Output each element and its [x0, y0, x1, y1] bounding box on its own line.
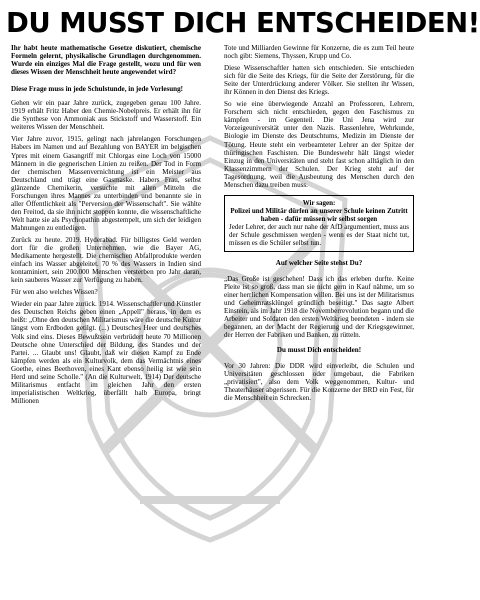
question-line: Für wen also welches Wissen? [11, 288, 98, 297]
right-column [224, 44, 414, 407]
body-paragraph: Vier Jahre zuvor, 1915, gelingt nach jahrelangen Forschungen Habers im Namen und auf Bezahlung von BAYER im belgischen Ypres mit einem Gasangriff mit Chlorgas eine Loch von 15000 Männern in die gegnerischen Linien zu reißen. Der Tod in Form der chemischen Massenvernichtung ist ein Meister aus Deutschland und trägt eine Gasmaske. Habers Frau, selbst glänzende Chemikerin, versuchte mit allen Mitteln die Forschungen ihres Mannes zu unterbinden und benannte sie in aller Öffentlichkeit als "Perversion der Wissenschaft". Sie wählte den Freitod, da sie ihn nicht stoppen konnte, die wissenschaftliche Welt hatte sie als Psychopathin abgestempelt, um sich der leidigen Mahnungen zu entledigen. [11, 135, 201, 232]
body-paragraph: Diese Wissenschaftler hatten sich entschieden. Sie entschieden sich für die Seite des Kriegs, für die Seite der Zerstörung, für die Seite der Unterdrückung anderer Völker. Sie stellten ihr Wissen, ihr Können in den Dienst des Kriegs. [224, 64, 414, 97]
box-title: Wir sagen: Polizei und Militär dürfen an unserer Schule keinen Zutritt haben - dafür müssen wir selbst sorgen [230, 198, 408, 223]
intro-paragraph: Ihr habt heute mathematische Gesetze diskutiert, chemische Formeln gelernt, physikalische Grundlagen durchgenommen. Wurde ein einziges Mal die Frage gestellt, wozu und für wen dieses Wissen der Menschheit heute angewendet wird? [11, 44, 201, 77]
headline: DU MUSST DICH ENTSCHEIDEN! [6, 7, 480, 39]
demands-box [224, 195, 414, 252]
body-paragraph: Wieder ein paar Jahre zurück. 1914. Wissenschaftler und Künstler des Deutschen Reichs geben einen „Appell" heraus, in dem es heißt: „Ohne den deutschen Militarismus wäre die deutsche Kultur längst vom Erdboden getilgt. (...) Deutsches Heer und deutsches Volk sind eins. Dieses Bewußtsein verbrüdert heute 70 Millionen Deutsche ohne Unterschied der Bildung, des Standes und der Partei. ... Glaubt uns! Glaubt, daß wir diesen Kampf zu Ende kämpfen werden als ein Kulturvolk, dem das Vermächtnis eines Goethe, eines Beethoven, eines Kant ebenso heilig ist wie sein Herd und seine Scholle." (An die Kulturwelt, 1914) Der deutsche Militarismus entfacht im gleichen Jahr den ersten imperialistischen Weltkrieg, überfällt halb Europa, bringt Millionen [11, 300, 201, 405]
body-paragraph: Gehen wir ein paar Jahre zurück, zugegeben genau 100 Jahre. 1919 erhält Fritz Haber den Chemie-Nobelpreis. Er erhält ihn für die Synthese von Ammoniak aus Stickstoff und Wasserstoff. Ein weiteres Wissen der Menschheit. [11, 99, 201, 132]
body-paragraph: So wie eine überwiegende Anzahl an Professoren, Lehrern, Forschern sich nicht entschieden, gegen den Faschismus zu kämpfen - im Gegenteil. Die Uni Jena wird zur Vorzeigeuniversität unter den Nazis. Rassenlehre, Wehrkunde, Biologie im Dienste des Deutschtums, Medizin im Dienste der Tötung. Heute steht ein verbeamteter Lehrer an der Spitze der thüringischen Faschisten. Die Bundeswehr hält längst wieder Einzug in den Universitäten und steht fast schon alltäglich in den Klassenzimmern der Schulen. Der Krieg steht auf der Tagesordnung, weil die Ausbeutung des Menschen durch den Menschen dazu treiben muss. [224, 100, 414, 189]
body-paragraph: Vor 30 Jahren: Die DDR wird einverleibt, die Schulen und Universitäten geschlossen oder umgebaut, die Fabriken „privatisiert", also dem Volk weggenommen, Kultur- und Theaterhäuser abgerissen. Für die Konzerne der BRD ein Fest, für die Menschheit ein Schrecken. [224, 362, 414, 403]
body-paragraph: Tote und Milliarden Gewinne für Konzerne, die es zum Teil heute noch gibt: Siemens, Thyssen, Krupp und Co. [224, 44, 414, 61]
box-text: Jeder Lehrer, der auch nur nahe der AfD argumentiert, muss aus der Schule geschmissen werden - wenn es der Staat nicht tut, müssen es die Schüler selbst tun. [229, 222, 409, 247]
body-paragraph: „Das Große ist geschehen! Dass ich das erleben durfte. Keine Pleite ist so groß, dass man sie nicht gern in Kauf nähme, um so einer herrlichen Kompensation willen. Bei uns ist der Militarismus und Geheimratsklüngel gründlich beseitigt." Das sagte Albert Einstein, als im Jahr 1918 die Novemberrevolution begann und die Arbeiter und Soldaten den ersten Weltkrieg beendeten - indem sie begannen, an der Macht der Regierung und der Kriegsgewinner, der Herren der Fabriken und Banken, zu rütteln. [224, 274, 414, 340]
section-heading: Diese Frage muss in jede Schulstunde, in jede Vorlesung! [11, 85, 184, 94]
left-column [11, 44, 201, 409]
sub-heading: Du musst Dich entscheiden! [276, 346, 362, 355]
body-paragraph: Zurück zu heute. 2019. Hyderabad. Für billigstes Geld werden dort für die großen Unternehmen, wie die Bayer AG, Medikamente hergestellt. Die chemischen Abfallprodukte werden einfach ins Wasser abgeleitet. 70 % des Wassers in Indien sind kontaminiert, sein 200.000 Menschen versterben pro Jahr daran, kein sauberes Wasser zur Verfügung zu haben. [11, 235, 201, 285]
sub-heading: Auf welcher Seite stehst Du? [275, 258, 363, 267]
